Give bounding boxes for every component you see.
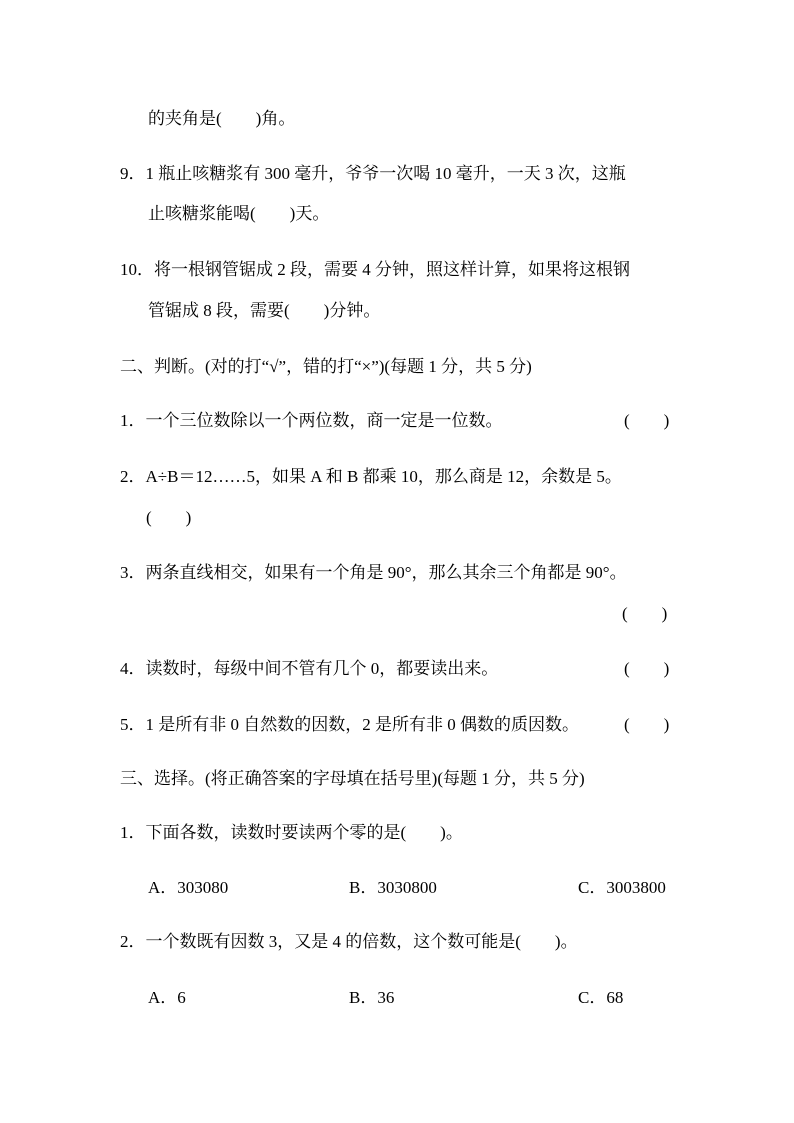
judge-item-4-answer-bracket: ( ) <box>624 659 670 678</box>
section-3-heading: 三、选择。(将正确答案的字母填在括号里)(每题 1 分，共 5 分) <box>120 769 585 788</box>
choice-1-option-b: B．3030800 <box>349 878 437 897</box>
judge-item-3-answer-bracket: ( ) <box>622 604 668 623</box>
judge-item-5-answer-bracket: ( ) <box>624 715 670 734</box>
choice-2-option-b: B．36 <box>349 988 395 1007</box>
question-9-line-1: 9．1 瓶止咳糖浆有 300 毫升，爷爷一次喝 10 毫升，一天 3 次，这瓶 <box>120 164 626 183</box>
judge-item-3: 3．两条直线相交，如果有一个角是 90°，那么其余三个角都是 90°。 <box>120 563 627 582</box>
choice-1-option-a: A．303080 <box>148 878 229 897</box>
judge-item-1-answer-bracket: ( ) <box>624 411 670 430</box>
choice-1-option-c: C．3003800 <box>578 878 666 897</box>
choice-2-option-a: A．6 <box>148 988 186 1007</box>
section-2-heading: 二、判断。(对的打“√”，错的打“×”)(每题 1 分，共 5 分) <box>120 357 532 376</box>
question-10-line-1: 10．将一根钢管锯成 2 段，需要 4 分钟，照这样计算，如果将这根钢 <box>120 260 630 279</box>
choice-question-1: 1．下面各数，读数时要读两个零的是( )。 <box>120 823 463 842</box>
judge-item-2-answer-bracket: ( ) <box>146 508 192 527</box>
judge-item-1: 1．一个三位数除以一个两位数，商一定是一位数。 <box>120 411 503 430</box>
question-8-continuation: 的夹角是( )角。 <box>148 109 296 128</box>
judge-item-4: 4．读数时，每级中间不管有几个 0，都要读出来。 <box>120 659 499 678</box>
question-10-line-2: 管锯成 8 段，需要( )分钟。 <box>148 301 381 320</box>
judge-item-5: 5．1 是所有非 0 自然数的因数，2 是所有非 0 偶数的质因数。 <box>120 715 579 734</box>
judge-item-2: 2．A÷B＝12……5，如果 A 和 B 都乘 10，那么商是 12，余数是 5。 <box>120 467 622 486</box>
choice-2-option-c: C．68 <box>578 988 624 1007</box>
choice-question-2: 2．一个数既有因数 3，又是 4 的倍数，这个数可能是( )。 <box>120 932 578 951</box>
question-9-line-2: 止咳糖浆能喝( )天。 <box>148 204 330 223</box>
